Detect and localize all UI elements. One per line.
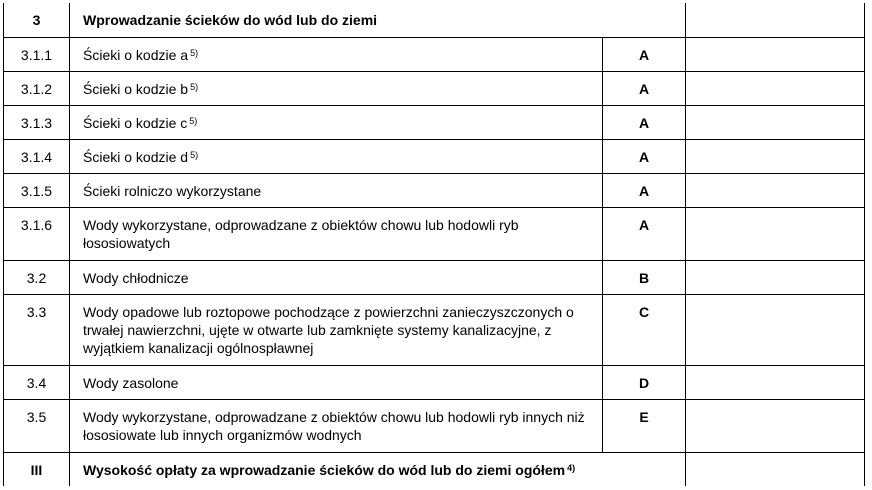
row-description: Ścieki o kodzie b $^{5)}$ [70,71,603,105]
row-description: Wody wykorzystane, odprowadzane z obiektów chowu lub hodowli ryb łososiowatych [70,207,603,260]
amount-cell [686,105,865,139]
table-row [4,173,865,207]
row-description: Ścieki rolniczo wykorzystane [70,173,603,207]
table-row [4,399,865,452]
table-row [4,37,865,71]
table-row [4,105,865,139]
footnote-ref: 5) [189,115,198,126]
footnote-ref: 4) [567,462,576,473]
table-row [4,365,865,399]
amount-cell [686,260,865,294]
footnote-ref: 5) [190,47,199,58]
amount-cell [686,365,865,399]
amount-cell [686,139,865,173]
amount-cell [686,207,865,260]
total-title: Wysokość opłaty za wprowadzanie ścieków do wód lub do ziemi ogółem $^{4)}$ [70,452,686,486]
row-number: 3.1.4 [4,139,70,173]
table-row [4,207,865,260]
amount-cell [686,294,865,365]
row-code: E [603,399,686,452]
row-description: Wody zasolone [70,365,603,399]
footnote-ref: 5) [190,81,199,92]
row-number: 3.1.2 [4,71,70,105]
section-number: 3 [4,3,70,37]
table-row [4,260,865,294]
row-description: Wody chłodnicze [70,260,603,294]
row-number: 3.4 [4,365,70,399]
section-header-row [4,3,865,37]
row-description: Wody opadowe lub roztopowe pochodzące z powierzchni zanieczyszczonych o trwałej nawierzchni, ujęte w otwarte lub zamknięte systemy kanalizacyjne, z wyjątkiem kanalizacji ogólnospławnej [70,294,603,365]
row-description: Wody wykorzystane, odprowadzane z obiektów chowu lub hodowli ryb innych niż łososiowate lub innych organizmów wodnych [70,399,603,452]
footnote-ref: 5) [190,149,199,160]
row-code: A [603,173,686,207]
row-number: 3.2 [4,260,70,294]
amount-cell [686,173,865,207]
row-description: Ścieki o kodzie d $^{5)}$ [70,139,603,173]
amount-cell [686,452,865,486]
row-number: 3.3 [4,294,70,365]
row-number: 3.5 [4,399,70,452]
row-code: D [603,365,686,399]
row-code: A [603,139,686,173]
row-code: B [603,260,686,294]
section-title: Wprowadzanie ścieków do wód lub do ziemi [70,3,686,37]
row-number: 3.1.5 [4,173,70,207]
row-code: A [603,37,686,71]
row-description: Ścieki o kodzie a $^{5)}$ [70,37,603,71]
amount-cell [686,399,865,452]
table-row [4,139,865,173]
row-number: 3.1.1 [4,37,70,71]
total-number: III [4,452,70,486]
fee-table [3,3,865,486]
row-code: A [603,105,686,139]
table-row [4,71,865,105]
row-code: C [603,294,686,365]
table-row [4,294,865,365]
amount-cell [686,37,865,71]
row-description: Ścieki o kodzie c $^{5)}$ [70,105,603,139]
amount-cell [686,3,865,37]
row-code: A [603,207,686,260]
row-code: A [603,71,686,105]
row-number: 3.1.3 [4,105,70,139]
total-row [4,452,865,486]
amount-cell [686,71,865,105]
row-number: 3.1.6 [4,207,70,260]
